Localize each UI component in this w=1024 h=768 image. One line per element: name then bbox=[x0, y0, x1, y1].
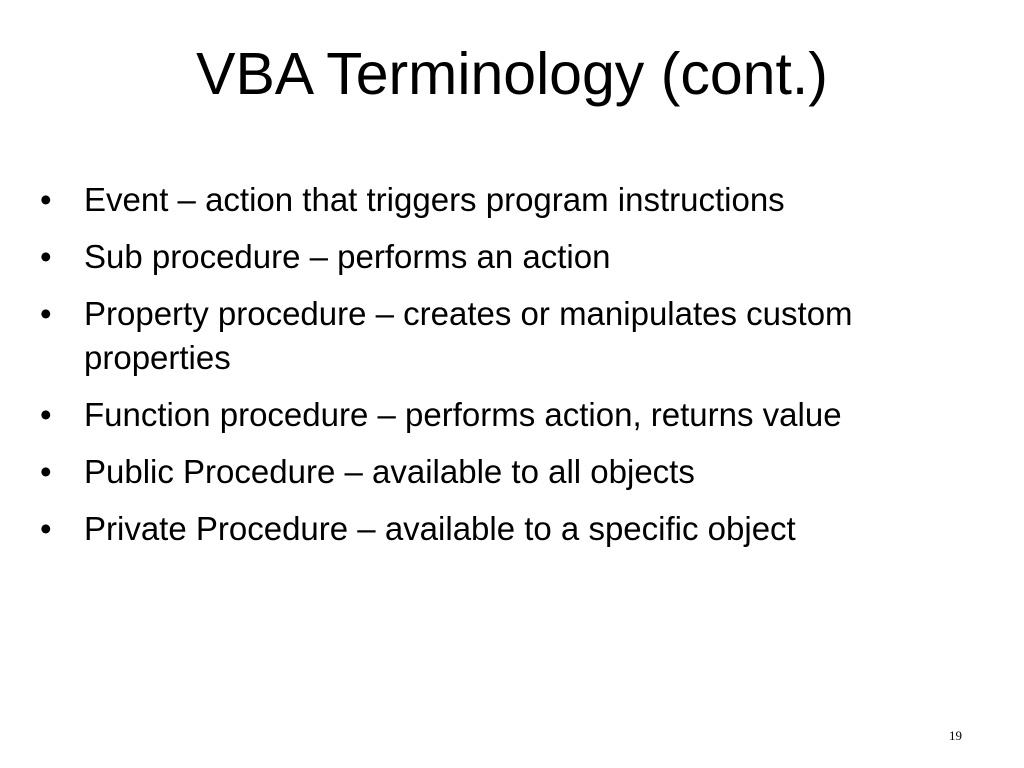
list-item bbox=[40, 450, 980, 494]
bullet-icon: • bbox=[40, 453, 52, 490]
bullet-icon: • bbox=[40, 510, 52, 547]
bullet-text: Function procedure – performs action, returns value bbox=[84, 396, 842, 433]
list-item bbox=[40, 235, 980, 279]
bullet-icon: • bbox=[40, 396, 52, 433]
slide-title: VBA Terminology (cont.) bbox=[196, 41, 828, 107]
bullet-text: Private Procedure – available to a specific object bbox=[84, 510, 796, 547]
bullet-icon: • bbox=[40, 238, 52, 275]
page-number: 19 bbox=[949, 728, 962, 743]
bullet-text: Public Procedure – available to all objects bbox=[84, 453, 695, 490]
list-item bbox=[40, 292, 980, 380]
bullet-list bbox=[40, 178, 980, 564]
list-item bbox=[40, 507, 980, 551]
list-item bbox=[40, 178, 980, 222]
list-item bbox=[40, 393, 980, 437]
bullet-text: Property procedure – creates or manipulates custom properties bbox=[84, 295, 853, 376]
bullet-text: Sub procedure – performs an action bbox=[84, 238, 611, 275]
bullet-text: Event – action that triggers program instructions bbox=[84, 181, 785, 218]
bullet-icon: • bbox=[40, 295, 52, 332]
bullet-icon: • bbox=[40, 181, 52, 218]
